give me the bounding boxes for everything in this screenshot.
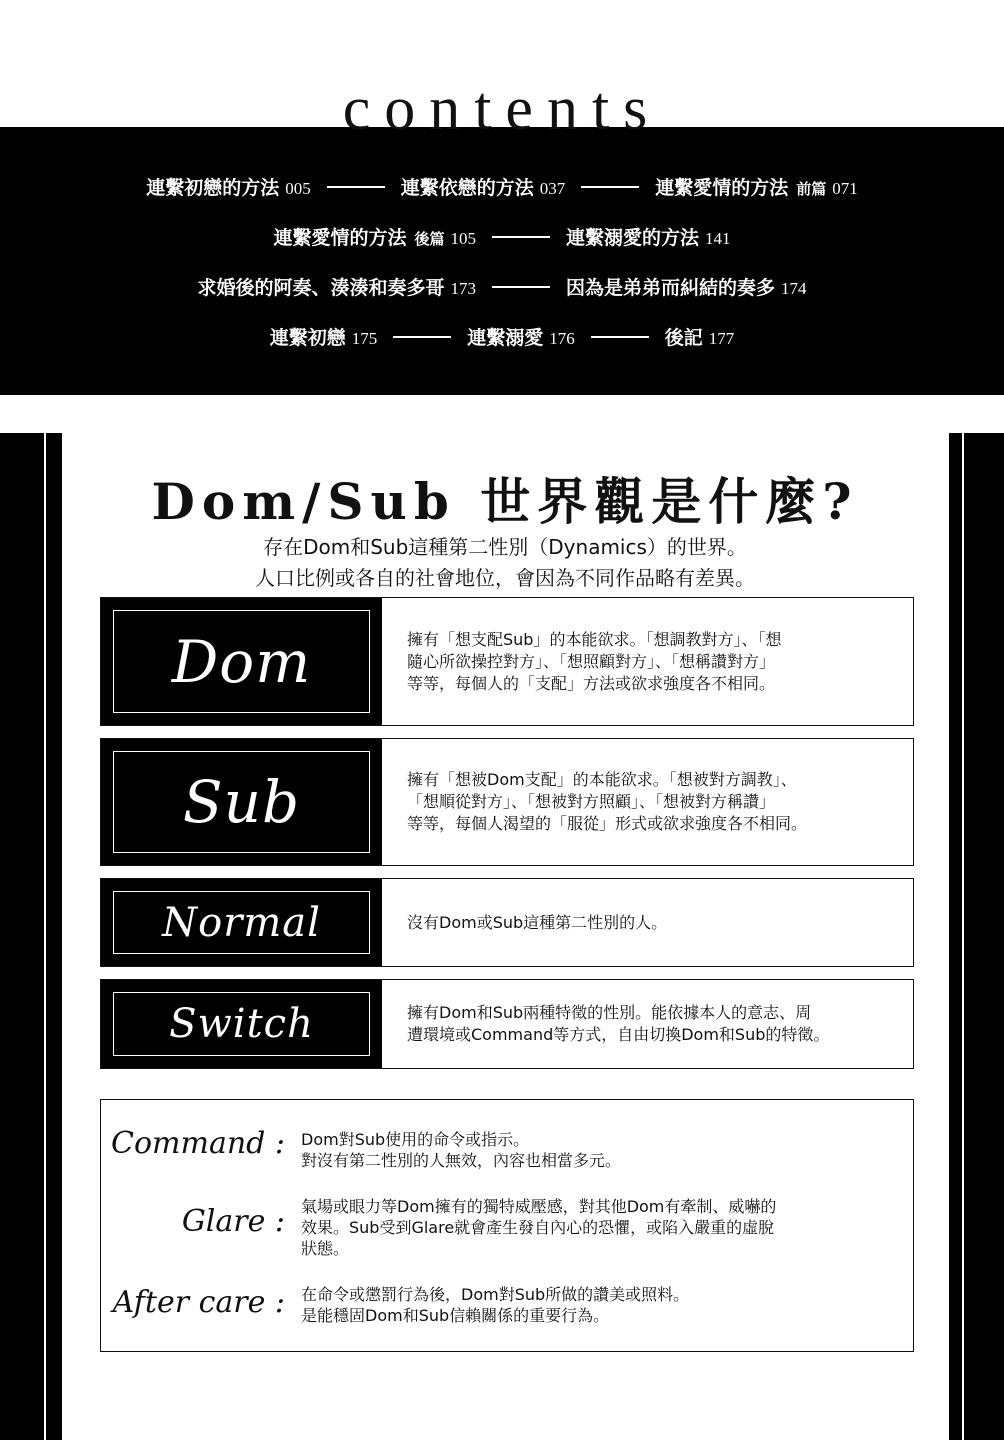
toc-entry-title: 連繫溺愛的方法: [566, 227, 700, 249]
toc-entry-title: 連繫依戀的方法: [400, 177, 534, 199]
toc-entry[interactable]: [146, 173, 311, 200]
glossary-term: After care :: [112, 1285, 285, 1320]
term-description-line: 擁有「想支配Sub」的本能欲求。「想調教對方」、「想: [407, 629, 782, 649]
toc-separator: [492, 236, 550, 238]
toc-separator: [492, 286, 550, 288]
term-label-frame: [113, 751, 370, 853]
toc-entry[interactable]: [197, 273, 476, 300]
toc-row: [0, 323, 1004, 350]
term-description-line: 擁有「想被Dom支配」的本能欲求。「想被對方調教」、: [407, 770, 797, 789]
contents-title: contents: [342, 75, 662, 143]
term-description-line: 等等，每個人的「支配」方法或欲求強度各不相同。: [407, 673, 776, 693]
left-border-bar: [0, 433, 62, 1440]
glossary-definition-line: 氣場或眼力等Dom擁有的獨特威壓感，對其他Dom有牽制、威嚇的: [301, 1197, 777, 1216]
toc-entry[interactable]: [273, 223, 476, 250]
toc-entry-page: 177: [708, 329, 735, 348]
toc-entry[interactable]: [467, 323, 575, 350]
term-label-panel: [101, 598, 382, 725]
term-word: Switch: [169, 1001, 314, 1047]
term-label-frame: [113, 992, 370, 1056]
term-description: [407, 598, 895, 725]
intro-line: 人口比例或各自的社會地位，會因為不同作品略有差異。: [255, 566, 755, 590]
glossary-term: Command :: [111, 1126, 285, 1161]
intro-line: 存在Dom和Sub這種第二性別（Dynamics）的世界。: [263, 535, 747, 559]
glossary-definition-line: 對沒有第二性別的人無效，內容也相當多元。: [301, 1151, 622, 1170]
toc-separator: [393, 336, 451, 338]
term-description: [407, 739, 895, 865]
toc-entry-title: 連繫初戀: [269, 327, 346, 349]
toc-entry[interactable]: [270, 323, 378, 350]
term-box-normal: [100, 878, 914, 967]
toc-entry-title: 因為是弟弟而糾結的奏多: [566, 277, 776, 299]
toc-row: [0, 173, 1004, 200]
term-label-frame: [113, 891, 370, 954]
glossary-definition-line: Dom對Sub使用的命令或指示。: [301, 1130, 530, 1149]
glossary-definition-line: 是能穩固Dom和Sub信賴關係的重要行為。: [301, 1306, 610, 1325]
term-box-switch: [100, 979, 914, 1069]
toc-entry-page: 071: [832, 179, 858, 198]
right-border-line: [962, 433, 964, 1440]
toc-entry-title: 連繫愛情的方法: [655, 177, 789, 199]
term-description: [407, 879, 895, 966]
toc-entry-page: 105: [450, 229, 476, 248]
term-description-line: 遭環境或Command等方式，自由切換Dom和Sub的特徵。: [407, 1025, 830, 1044]
term-label-frame: [113, 610, 370, 713]
term-description: [407, 980, 895, 1068]
term-description-line: 沒有Dom或Sub這種第二性別的人。: [407, 912, 668, 932]
toc-row: [0, 223, 1004, 250]
toc-entry-page: 174: [781, 279, 807, 298]
left-border-line: [44, 433, 46, 1440]
term-label-panel: [101, 879, 382, 966]
toc-entry[interactable]: [401, 173, 566, 200]
term-description-line: 隨心所欲操控對方」、「想照顧對方」、「想稱讚對方」: [407, 651, 776, 671]
toc-separator: [591, 336, 649, 338]
toc-entry-subtitle: 後篇: [414, 230, 445, 248]
toc-entry-title: 連繫愛情的方法: [273, 227, 407, 249]
toc-entry-subtitle: 前篇: [796, 180, 827, 198]
glossary-definition-line: 狀態。: [301, 1239, 350, 1258]
toc-entry-page: 005: [285, 179, 311, 198]
term-box-dom: [100, 597, 914, 726]
contents-band: [0, 127, 1004, 395]
term-word: Normal: [162, 899, 321, 946]
term-word: Sub: [182, 768, 301, 836]
term-description-line: 等等，每個人渴望的「服從」形式或欲求強度各不相同。: [407, 814, 808, 833]
toc-entry-title: 連繫初戀的方法: [146, 177, 280, 199]
glossary-definition: [301, 1129, 621, 1171]
glossary-term: Glare :: [181, 1204, 285, 1239]
toc-entry-page: 037: [539, 179, 566, 198]
toc-entry[interactable]: [566, 273, 807, 300]
right-border-bar: [949, 433, 1004, 1440]
glossary-definition-line: 效果。Sub受到Glare就會產生發自內心的恐懼，或陷入嚴重的虛脫: [301, 1218, 775, 1237]
glossary-definition-line: 在命令或懲罰行為後，Dom對Sub所做的讚美或照料。: [301, 1285, 690, 1304]
term-box-sub: [100, 738, 914, 866]
term-label-panel: [101, 739, 382, 865]
toc-separator: [327, 186, 385, 188]
term-description-line: 「想順從對方」、「想被對方照顧」、「想被對方稱讚」: [407, 792, 776, 811]
toc-entry[interactable]: [655, 173, 858, 200]
toc-entry-title: 後記: [664, 327, 703, 349]
toc-entry-page: 176: [549, 329, 575, 348]
glossary-definition: [301, 1196, 776, 1259]
toc-row: [0, 273, 1004, 300]
toc-entry[interactable]: [566, 223, 731, 250]
toc-entry-page: 173: [450, 279, 476, 298]
term-word: Dom: [171, 627, 312, 696]
toc-entry-page: 141: [705, 229, 731, 248]
glossary-definition: [301, 1284, 689, 1326]
toc-entry-page: 175: [351, 329, 378, 348]
toc-separator: [581, 186, 639, 188]
section-heading: Dom/Sub 世界觀是什麼?: [151, 472, 859, 531]
term-label-panel: [101, 980, 382, 1068]
toc-entry-title: 連繫溺愛: [467, 327, 544, 349]
toc-entry[interactable]: [665, 323, 735, 350]
glossary-box: [100, 1099, 914, 1352]
term-description-line: 擁有Dom和Sub兩種特徵的性別。能依據本人的意志、周: [407, 1003, 812, 1022]
toc-entry-title: 求婚後的阿奏、湊湊和奏多哥: [197, 277, 445, 299]
